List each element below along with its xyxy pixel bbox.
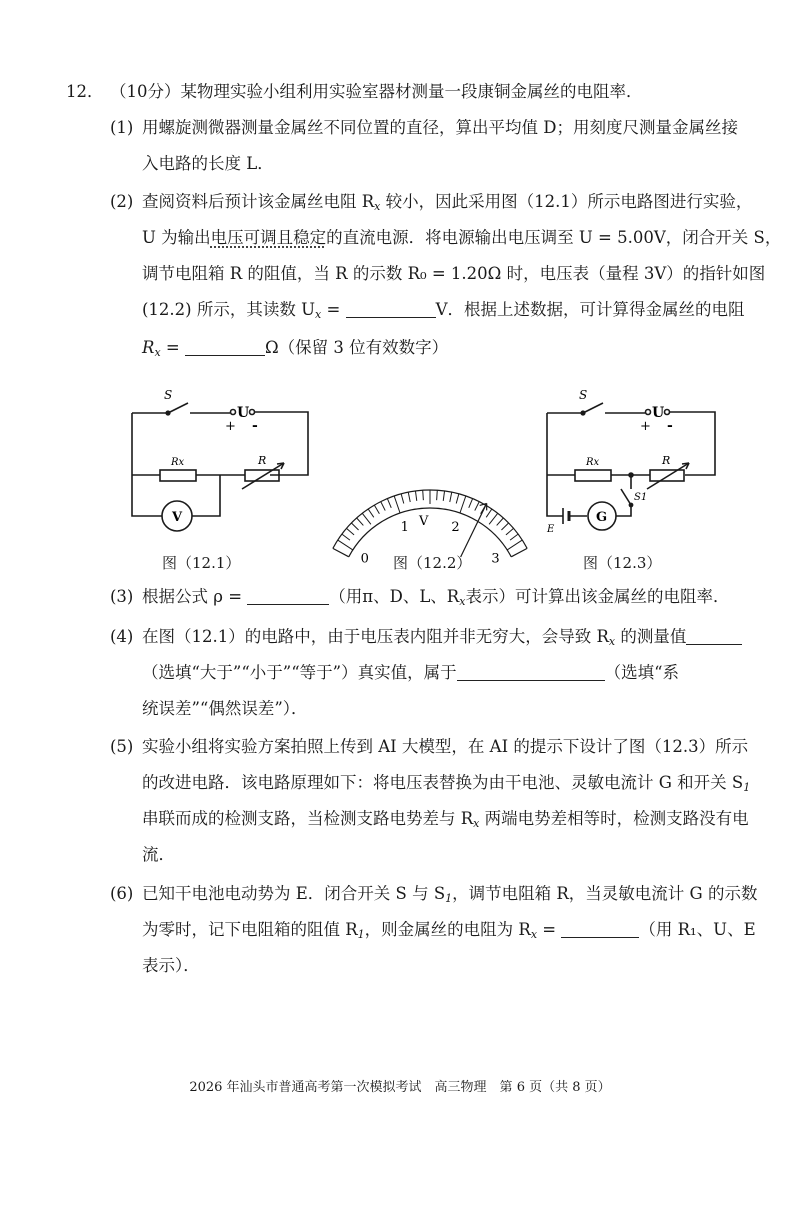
part-2-line-3: 调节电阻箱 R 的阻值，当 R 的示数 R₀ = 1.20Ω 时，电压表（量程 3V）的指针如图	[142, 264, 766, 283]
switch-blade	[583, 403, 603, 413]
dial-tick	[507, 540, 522, 550]
switch-blade	[168, 403, 188, 413]
dial-tick	[381, 502, 385, 511]
dial-tick	[394, 496, 400, 513]
part-5-line-1: 实验小组将实验方案拍照上传到 AI 大模型，在 AI 的提示下设计了图（12.3）所示	[142, 737, 749, 756]
plus-sign: +	[225, 419, 236, 434]
figure-12-3-caption: 图（12.3）	[583, 554, 662, 572]
source-label: U	[652, 405, 665, 421]
rx-label: Rx	[586, 457, 600, 468]
dial-tick	[342, 534, 350, 540]
part-5-line-4: 流．	[142, 845, 175, 864]
voltmeter-label: V	[172, 510, 183, 525]
dial-tick	[368, 509, 374, 517]
dial-tick-label: 3	[491, 551, 500, 567]
minus-sign: -	[252, 418, 258, 434]
part-1-label: (1)	[110, 118, 134, 137]
part-4-line-2: （选填“大于”“小于”“等于”）真实值，属于 （选填“系	[142, 663, 680, 682]
answer-blank-rx-expression[interactable]	[561, 919, 639, 938]
dial-arc	[349, 508, 511, 557]
dial-tick	[437, 490, 438, 500]
dial-tick	[475, 502, 479, 511]
rx-label: Rx	[171, 457, 185, 468]
galvanometer-label: G	[596, 510, 608, 525]
question-header	[66, 80, 643, 104]
part-6-line-1: 已知干电池电动势为 E．闭合开关 S 与 $S_1$，调节电阻箱 R，当灵敏电流计 G 的示数	[142, 884, 758, 905]
part-2-line-5: $R_x = \Omega$（保留 3 位有效数字）	[142, 338, 449, 359]
dial-tick	[338, 540, 353, 550]
dial-tick	[456, 494, 459, 504]
dial-tick	[374, 505, 379, 514]
part-2-line-1: 查阅资料后预计该金属丝电阻 $R_x$ 较小，因此采用图（12.1）所示电路图进行实验，	[142, 192, 753, 213]
switch-label: S	[579, 388, 588, 402]
dial-tick	[506, 528, 514, 535]
dial-tick	[362, 513, 371, 524]
r-label: R	[662, 454, 671, 467]
part-2-line-2: U 为输出电压可调且稳定的直流电源．将电源输出电压调至 U = 5.00V，闭合开关 S，	[142, 228, 782, 247]
dial-tick	[510, 534, 518, 540]
part-2-line-4: (12.2) 所示，其读数 $U_x = V$．根据上述数据，可计算得金属丝的电阻	[142, 300, 745, 321]
part-2-label: (2)	[110, 192, 134, 211]
dial-tick	[469, 499, 473, 508]
part-3-label: (3)	[110, 587, 134, 606]
dial-tick-label: 1	[400, 520, 409, 536]
part-4-label: (4)	[110, 627, 134, 646]
meter-unit-label: V	[419, 514, 429, 529]
r-label: R	[258, 454, 267, 467]
dial-tick	[408, 492, 410, 502]
part-5-line-2: 的改进电路．该电路原理如下：将电压表替换为由干电池、灵敏电流计 G 和开关 $S_1$	[142, 773, 751, 794]
dotted-emphasis: 电压可调且稳定	[210, 228, 327, 247]
part-4-line-1: 在图（12.1）的电路中，由于电压表内阻并非无穷大，会导致 $R_x$ 的测量值	[142, 625, 742, 649]
dial-tick	[501, 523, 508, 530]
part-1-line-1: 用螺旋测微器测量金属丝不同位置的直径，算出平均值 D；用刻度尺测量金属丝接	[142, 118, 738, 137]
plus-sign: +	[640, 419, 651, 434]
dial-tick	[450, 492, 452, 502]
dial-tick	[415, 491, 416, 501]
switch-s1-blade	[621, 489, 631, 505]
dial-tick	[489, 513, 498, 524]
part-6-line-2: 为零时，记下电阻箱的阻值 $R_1$，则金属丝的电阻为 $R_x$ = （用 R₁、U、E	[142, 920, 756, 941]
s1-label: S1	[634, 492, 648, 503]
dial-edge	[511, 548, 527, 556]
part-1-line-2: 入电路的长度 L．	[142, 154, 274, 173]
part-5-line-3: 串联而成的检测支路，当检测支路电势差与 $R_x$ 两端电势差相等时，检测支路没有电	[142, 809, 749, 830]
answer-blank-rx[interactable]	[185, 337, 265, 356]
figure-12-1-circuit	[120, 385, 320, 535]
part-6-line-3: 表示）．	[142, 956, 200, 975]
part-3-line: 根据公式 ρ = （用π、D、L、$R_x$表示）可计算出该金属丝的电阻率．	[142, 587, 730, 608]
dial-tick	[460, 496, 466, 513]
answer-blank-rho[interactable]	[247, 586, 329, 605]
dial-tick	[387, 499, 391, 508]
question-number: 12．	[66, 82, 104, 101]
dial-tick	[423, 490, 424, 500]
dial-tick	[346, 528, 354, 535]
dial-tick	[497, 518, 504, 525]
dial-edge	[333, 548, 349, 556]
battery-label: E	[547, 524, 555, 535]
part-6-label: (6)	[110, 884, 134, 903]
part-4-line-3: 统误差”“偶然误差”）．	[142, 699, 308, 718]
r-resistor-box	[650, 470, 684, 481]
dial-tick	[401, 494, 404, 504]
switch-label: S	[164, 388, 173, 402]
meter-needle	[461, 503, 487, 557]
minus-sign: -	[667, 418, 673, 434]
figure-12-1-caption: 图（12.1）	[162, 554, 241, 572]
dial-tick	[357, 518, 364, 525]
question-intro: （10分）某物理实验小组利用实验室器材测量一段康铜金属丝的电阻率．	[110, 82, 643, 101]
answer-blank-compare[interactable]	[686, 626, 742, 645]
rx-resistor	[160, 470, 196, 481]
dial-tick	[351, 523, 358, 530]
figure-12-3-circuit	[535, 385, 735, 535]
dial-tick-label: 0	[360, 551, 369, 567]
part-5-label: (5)	[110, 737, 134, 756]
figure-12-2-caption: 图（12.2）	[393, 554, 472, 572]
answer-blank-ux[interactable]	[346, 299, 436, 318]
dial-tick-label: 2	[451, 520, 460, 536]
rx-resistor	[575, 470, 611, 481]
answer-blank-error-type[interactable]	[457, 662, 605, 681]
dial-tick	[443, 491, 444, 501]
page-footer: 2026 年汕头市普通高考第一次模拟考试 高三物理 第 6 页（共 8 页）	[189, 1080, 611, 1095]
source-label: U	[237, 405, 250, 421]
